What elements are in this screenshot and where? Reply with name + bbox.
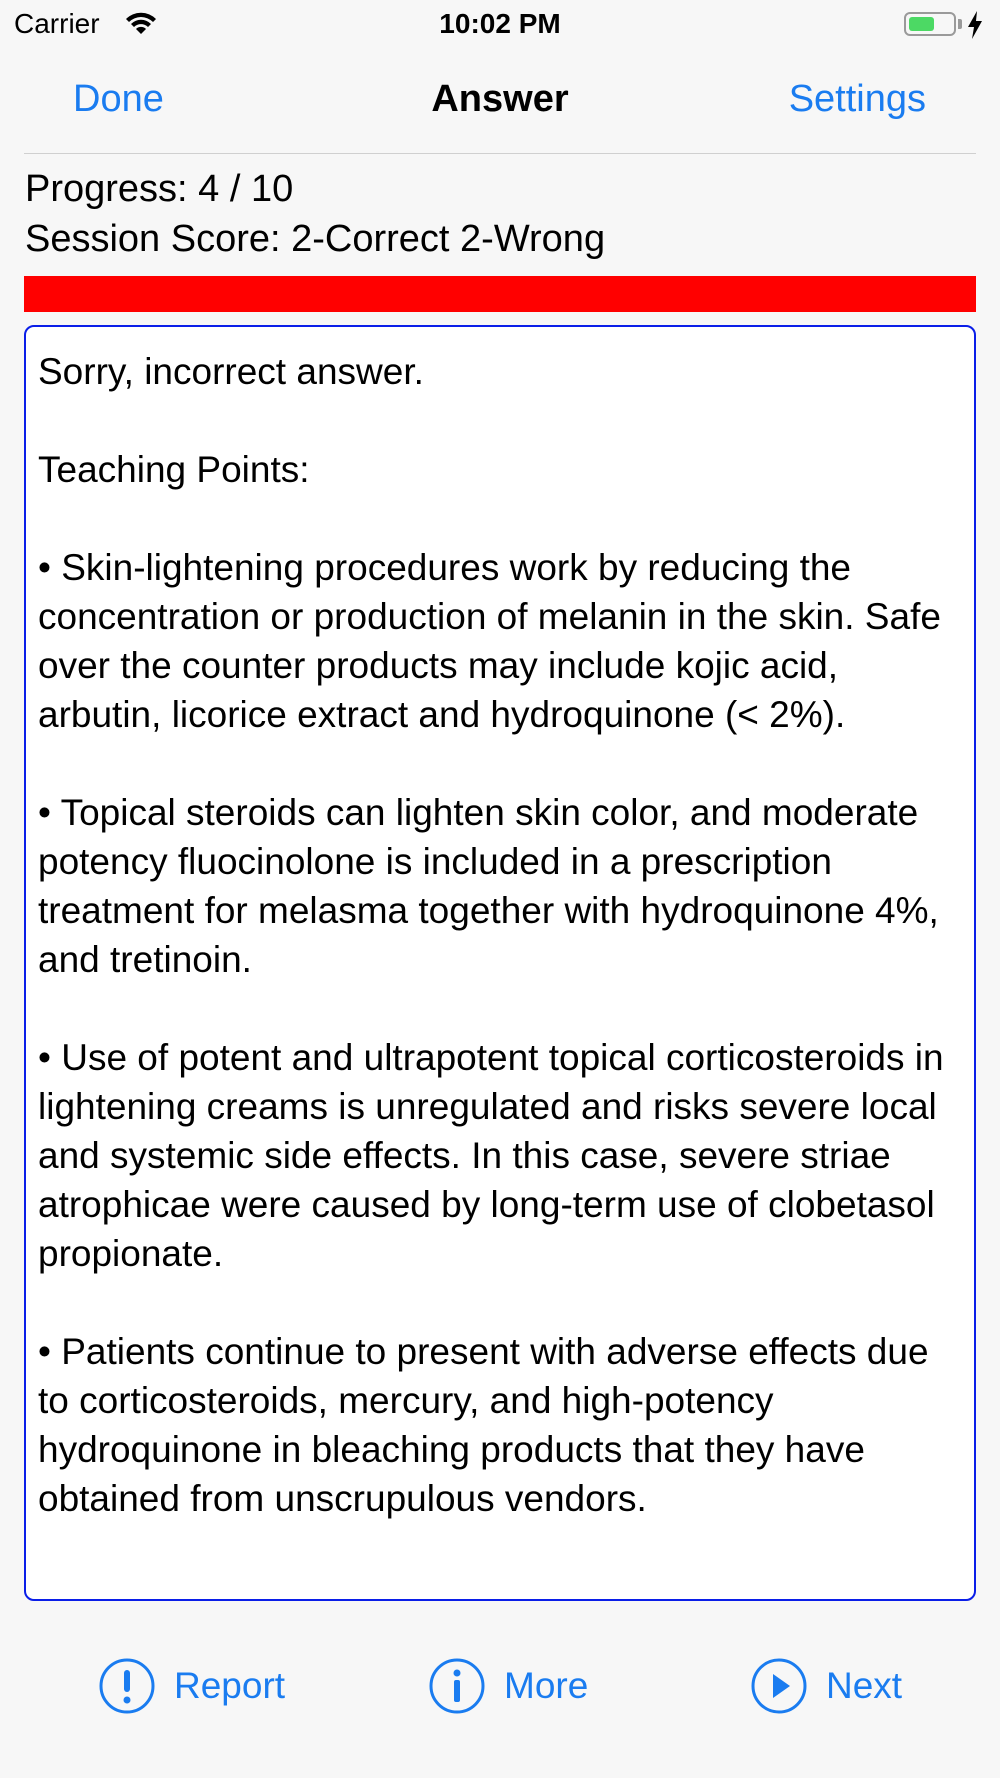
next-button[interactable] <box>750 1656 902 1716</box>
charging-bolt-icon <box>966 10 984 40</box>
next-label: Next <box>826 1665 903 1706</box>
battery-level <box>909 17 934 31</box>
done-button[interactable]: Done <box>73 78 164 120</box>
report-label: Report <box>174 1665 286 1706</box>
progress-bar-fill <box>24 276 976 312</box>
navigation-bar <box>24 50 976 154</box>
status-time: 10:02 PM <box>439 8 561 39</box>
play-circle-icon <box>750 1657 808 1715</box>
teaching-point: • Skin-lightening procedures work by reducing the concentration or production of melanin in the skin. Safe over the counter products may include kojic acid, arbutin, licorice extract and hydroquinone (< 2%). <box>38 547 941 735</box>
progress-bar <box>24 276 976 312</box>
report-button[interactable] <box>98 1656 285 1716</box>
exclamation-circle-icon <box>98 1657 156 1715</box>
page-title: Answer <box>431 78 569 120</box>
answer-text-view[interactable] <box>24 325 976 1601</box>
teaching-point: • Topical steroids can lighten skin color, and moderate potency fluocinolone is included in a prescription treatment for melasma together with hydroquinone 4%, and tretinoin. <box>38 792 939 980</box>
more-button[interactable] <box>428 1656 588 1716</box>
info-circle-icon <box>428 1657 486 1715</box>
teaching-point: • Use of potent and ultrapotent topical corticosteroids in lightening creams is unregulated and risks severe local and systemic side effects. In this case, severe striae atrophicae were caused by long-term use of clobetasol propionate. <box>38 1037 944 1274</box>
battery-tip <box>958 19 962 29</box>
more-label: More <box>504 1665 589 1706</box>
settings-button[interactable]: Settings <box>788 78 926 120</box>
answer-content <box>26 327 974 1523</box>
teaching-points-heading: Teaching Points: <box>38 449 310 490</box>
battery-icon <box>904 12 956 36</box>
progress-label: Progress: 4 / 10 <box>25 168 294 210</box>
teaching-point: • Patients continue to present with adverse effects due to corticosteroids, mercury, and high-potency hydroquinone in bleaching products that they have obtained from unscrupulous vendors. <box>38 1331 929 1519</box>
session-score-label: Session Score: 2-Correct 2-Wrong <box>25 218 606 260</box>
status-bar <box>0 0 1000 50</box>
answer-result: Sorry, incorrect answer. <box>38 351 424 392</box>
carrier-label: Carrier <box>14 8 100 39</box>
